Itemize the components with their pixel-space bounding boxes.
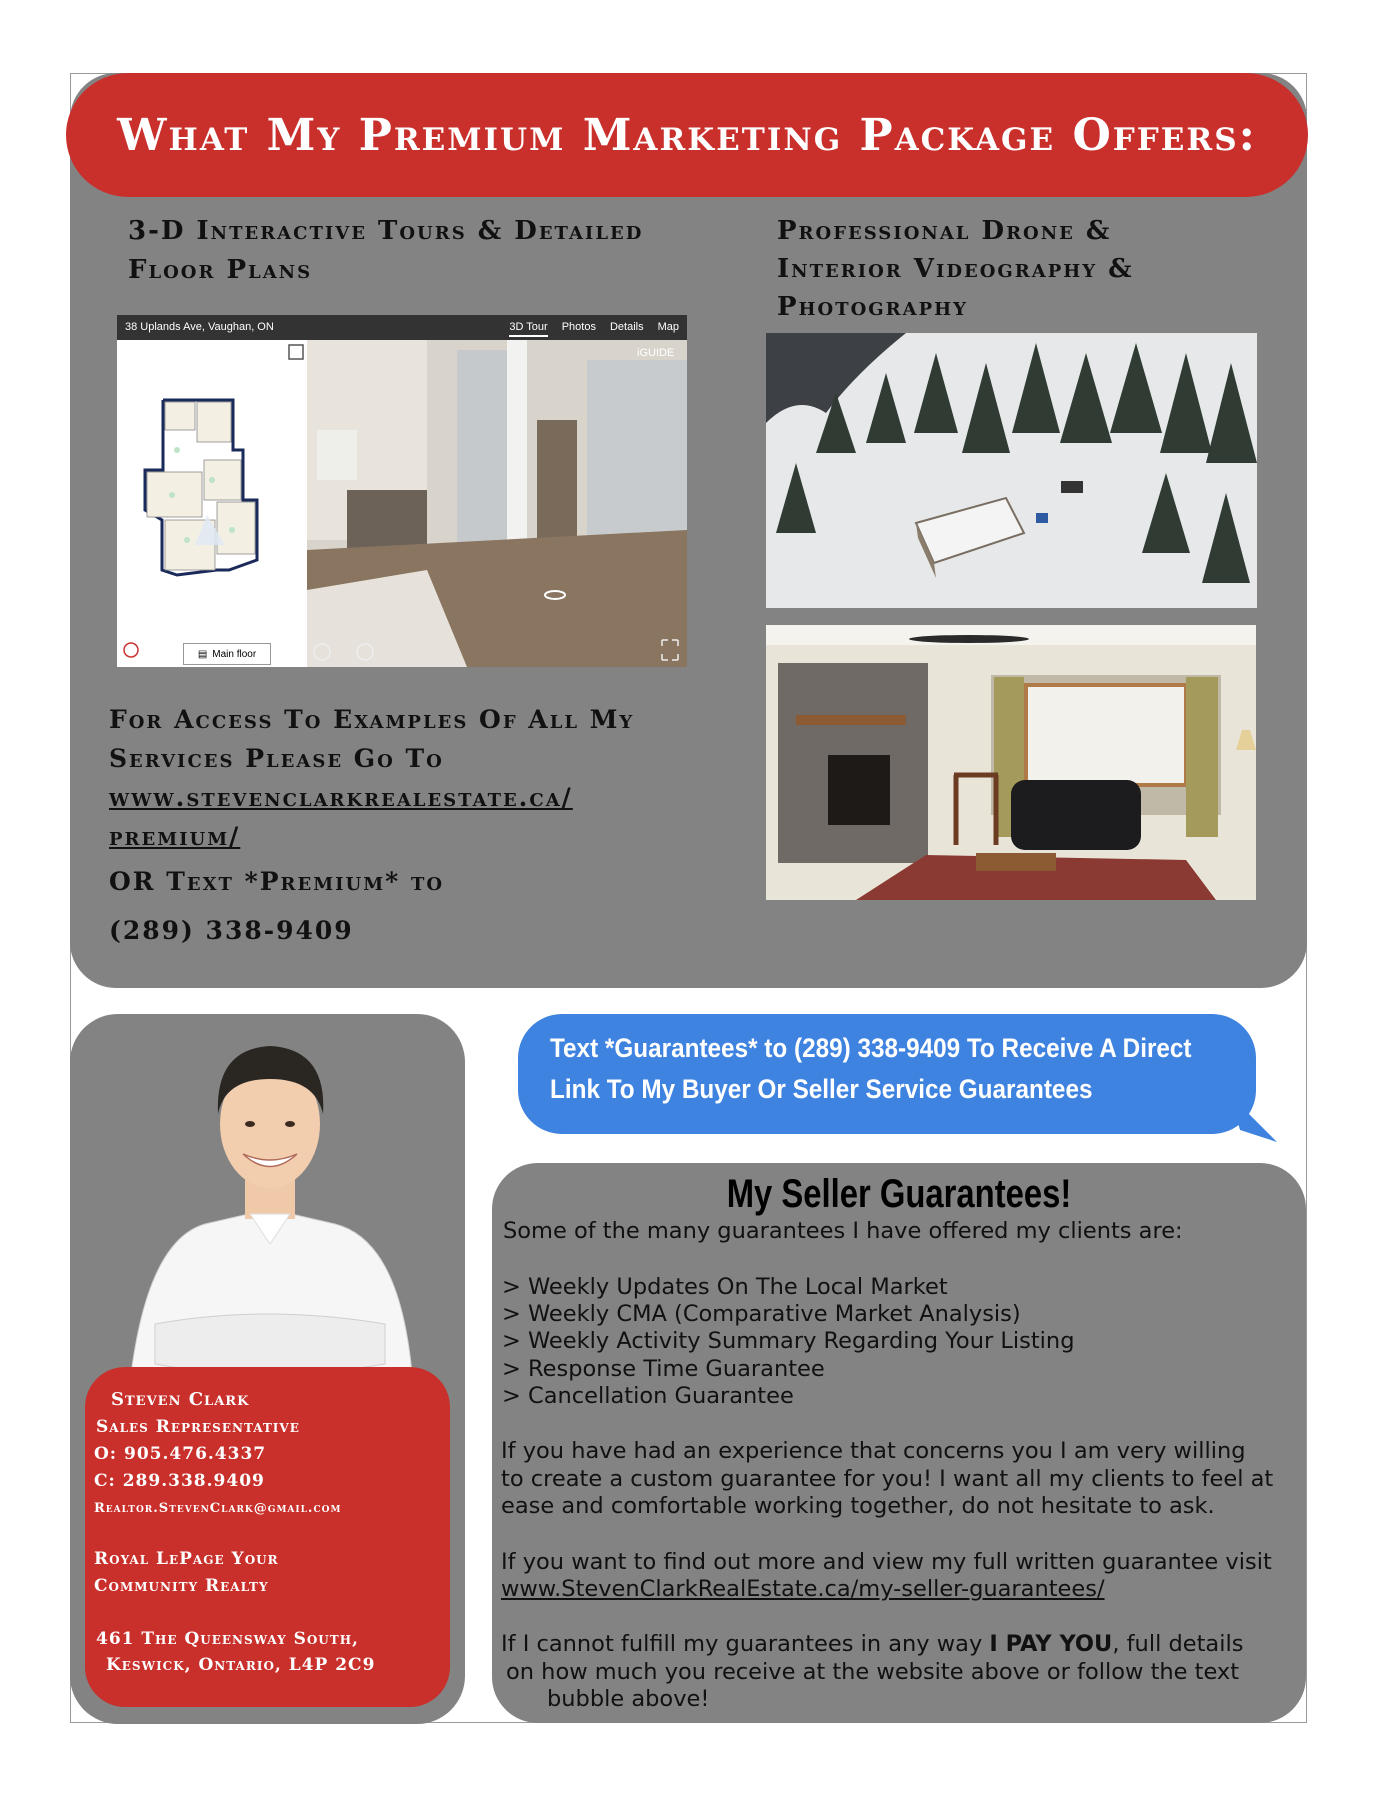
tab-3d-tour[interactable]: 3D Tour [509,321,547,337]
agent-contact-panel [85,1367,450,1707]
tour-screenshot [117,315,687,667]
agent-email[interactable]: Realtor.StevenClark@gmail.com [94,1501,342,1516]
video-heading: Professional Drone & Interior Videography & Photography [777,216,1134,322]
agent-title: Sales Representative [96,1417,300,1437]
office-address: 461 The Queensway South, [96,1629,359,1649]
guarantee-item: > Weekly Updates On The Local Market [502,1274,948,1300]
premium-phone: (289) 338-9409 [109,916,354,945]
custom-guarantee-text-2: to create a custom guarantee for you! I want all my clients to feel at [501,1466,1274,1492]
visit-text: If you want to find out more and view my full written guarantee visit [501,1549,1272,1575]
floor-plan [117,340,307,667]
floor-plan-drawing [117,340,307,667]
living-room-photo [766,625,1256,900]
tour-brand: iGUIDE [637,347,675,359]
agent-office-phone: O: 905.476.4337 [94,1444,267,1464]
premium-link-cont[interactable]: premium/ [109,822,241,851]
bubble-message: Text *Guarantees* to (289) 338-9409 To Receive A Direct Link To My Buyer Or Seller Service Guarantees [550,1033,1192,1104]
tours-heading: 3-D Interactive Tours & Detailed Floor Plans [128,216,644,285]
text-premium-instruction: OR Text *Premium* to [109,867,445,896]
guarantees-link-line [501,1576,1105,1603]
tab-map[interactable]: Map [657,321,679,333]
brokerage-name-cont: Community Realty [94,1576,269,1596]
guarantees-title: My Seller Guarantees! [726,1172,1072,1216]
guarantees-link[interactable]: www.StevenClarkRealEstate.ca/my-seller-guarantees/ [501,1576,1105,1602]
page-title: What My Premium Marketing Package Offers: [117,109,1257,161]
title-banner [66,73,1308,197]
floor-selector-button[interactable]: ▤ Main floor [183,643,271,665]
interior-drawing [307,340,687,667]
pay-you-emphasis: I PAY YOU [989,1631,1113,1657]
drone-photo [766,333,1257,608]
guarantee-item: > Cancellation Guarantee [502,1383,794,1409]
access-info: For Access To Examples Of All My Services Please Go To www.stevenclarkrealestate.ca/ premium/ [109,705,635,851]
brokerage-name: Royal LePage Your [94,1549,279,1569]
pay-you-text-3: bubble above! [547,1686,710,1712]
pay-you-text-2: on how much you receive at the website above or follow the text [506,1659,1240,1685]
office-address-cont: Keswick, Ontario, L4P 2C9 [106,1655,376,1675]
drone-photo-drawing [766,333,1257,608]
agent-name: Steven Clark [111,1389,250,1410]
pay-you-text: If I cannot fulfill my guarantees in any way I PAY YOU, full details [501,1631,1244,1657]
tour-address: 38 Uplands Ave, Vaughan, ON [125,321,274,333]
tab-photos[interactable]: Photos [561,321,596,333]
guarantee-item: > Response Time Guarantee [502,1356,825,1382]
premium-link[interactable]: www.stevenclarkrealestate.ca/ [109,783,573,812]
guarantees-intro: Some of the many guarantees I have offered my clients are: [503,1218,1183,1244]
layers-icon: ▤ [197,648,208,660]
custom-guarantee-text-3: ease and comfortable working together, do not hesitate to ask. [501,1493,1215,1519]
tab-details[interactable]: Details [609,321,644,333]
custom-guarantee-text: If you have had an experience that concerns you I am very willing [501,1438,1246,1464]
guarantee-item: > Weekly CMA (Comparative Market Analysis) [502,1301,1021,1327]
guarantee-item: > Weekly Activity Summary Regarding Your Listing [502,1328,1075,1354]
tour-toolbar [117,315,687,340]
living-room-drawing [766,625,1256,900]
agent-cell-phone: C: 289.338.9409 [94,1471,265,1491]
tour-interior-view [307,340,687,667]
